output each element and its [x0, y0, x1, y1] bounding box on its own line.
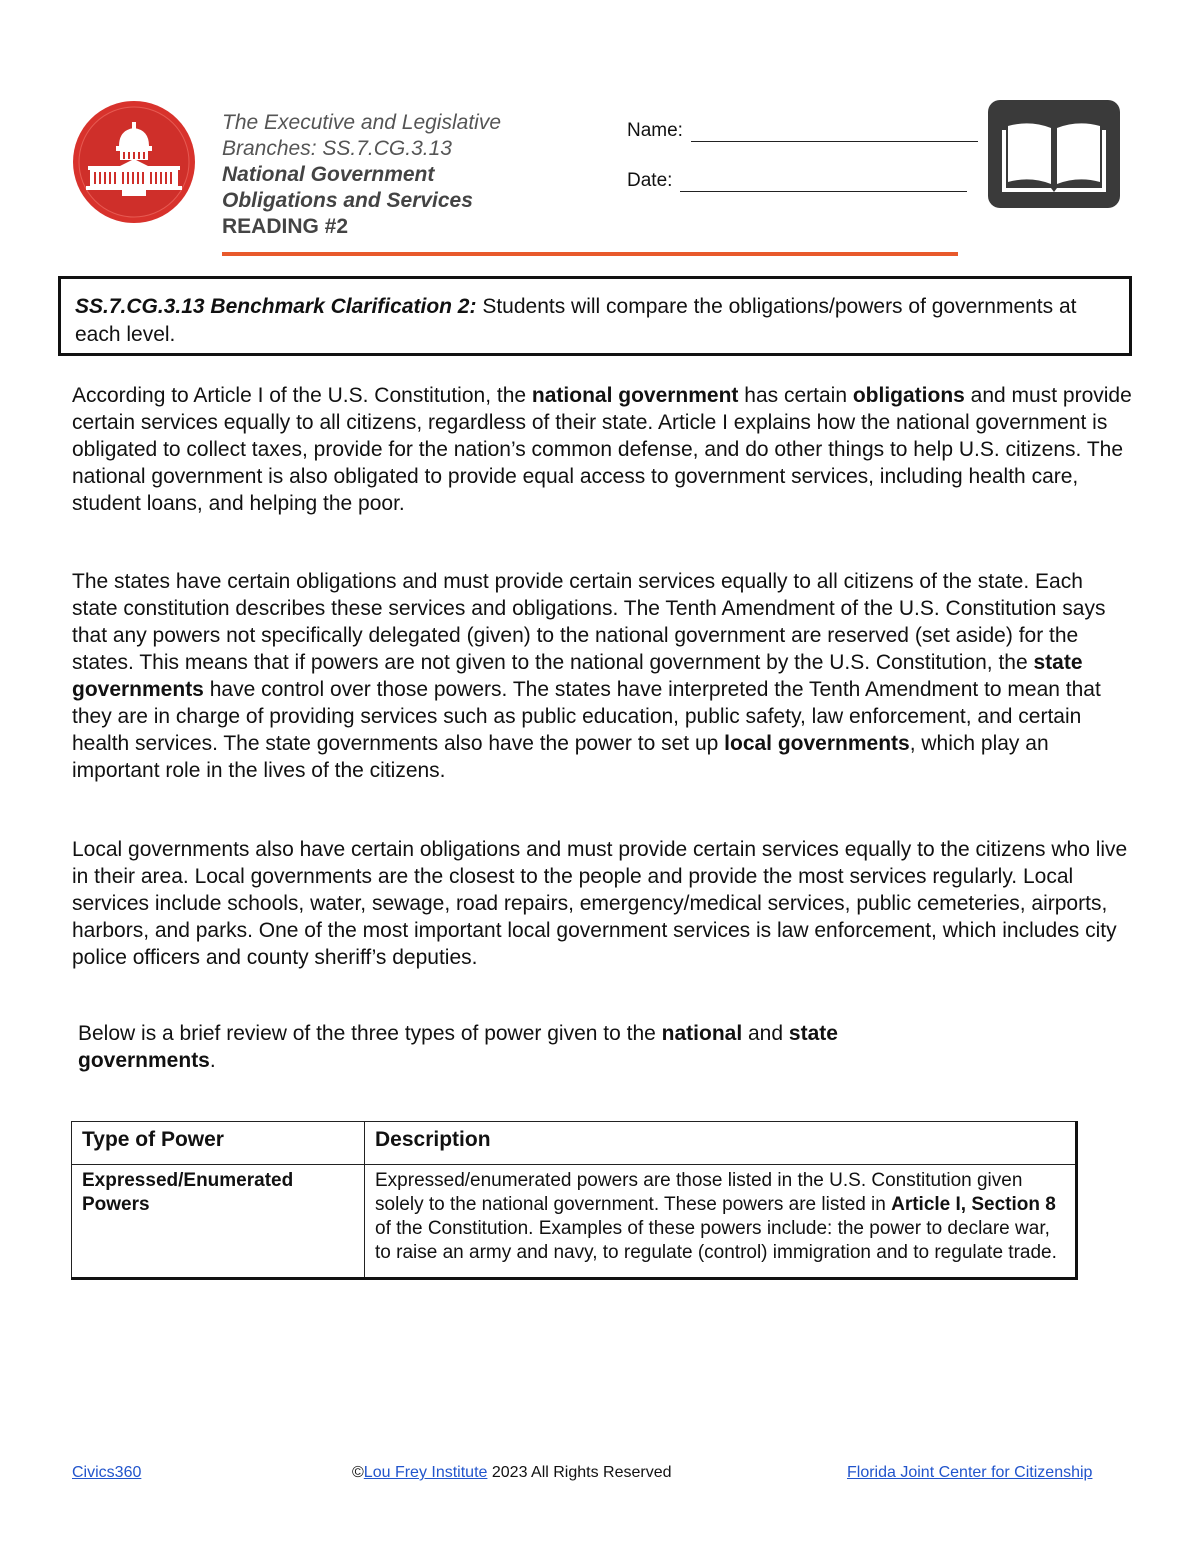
- description-text-1: Expressed/enumerated powers are those listed in the U.S. Constitution given solely to the national government. These powers are listed in: [375, 1170, 1023, 1215]
- p1-text-3: and must provide certain services equally to all citizens, regardless of their state. Article I explains how the national government is obligated to collect taxes, provide for the nation’s common defense, and do other things to help U.S. citizens. The national government is also obligated to provide equal access to government services, including health care, student loans, and helping the poor.: [72, 384, 1132, 515]
- header-divider: [222, 252, 958, 256]
- footer-right: [847, 1464, 1092, 1482]
- paragraph-national: [72, 382, 1132, 517]
- p2-text-3: , which play an important role in the lives of the citizens.: [72, 732, 1049, 782]
- table-row: [72, 1165, 1077, 1279]
- civics360-link[interactable]: Civics360: [72, 1464, 142, 1481]
- powers-table: [71, 1121, 1078, 1280]
- florida-joint-center-link[interactable]: Florida Joint Center for Citizenship: [847, 1464, 1093, 1481]
- p4-bold-national: national: [661, 1022, 743, 1045]
- capitol-building-icon: [72, 100, 196, 224]
- copyright-text: 2023 All Rights Reserved: [487, 1464, 672, 1481]
- p4-text-2: and: [742, 1022, 789, 1045]
- worksheet-title-block: [222, 110, 602, 240]
- footer-left: [72, 1464, 141, 1482]
- paragraph-state: [72, 568, 1132, 784]
- p1-bold-obligations: obligations: [852, 384, 965, 407]
- p1-bold-national-government: national government: [531, 384, 739, 407]
- p2-bold-local-governments: local governments: [724, 732, 910, 755]
- description-text-2: of the Constitution. Examples of these powers include: the power to declare war, to raise an army and navy, to regulate (control) immigration and to regulate trade.: [375, 1218, 1057, 1263]
- column-header-description: Description: [365, 1122, 1077, 1165]
- p2-text-2: have control over those powers. The states have interpreted the Tenth Amendment to mean that they are in charge of providing services such as public education, public safety, law enforcement, and certain health services. The state governments also have the power to set up: [72, 678, 1101, 755]
- p4-text-1: Below is a brief review of the three types of power given to the: [78, 1022, 662, 1045]
- footer-center: [352, 1464, 672, 1482]
- paragraph-review-intro: [78, 1020, 978, 1074]
- open-book-icon: [988, 100, 1120, 208]
- row-description-cell: [365, 1165, 1077, 1279]
- table-header-row: [72, 1122, 1077, 1165]
- p2-bold-state-governments: state governments: [72, 651, 1083, 701]
- lou-frey-institute-link[interactable]: Lou Frey Institute: [363, 1464, 488, 1481]
- benchmark-colon: :: [469, 295, 477, 318]
- title-line-2: Branches: SS.7.CG.3.13: [222, 137, 452, 160]
- p2-text-1: The states have certain obligations and must provide certain services equally to all citizens of the state. Each state constitution describes these services and obligations. The Tenth Amendment of the U.S. Constitution says that any powers not specifically delegated (given) to the national government are reserved (set aside) for the states. This means that if powers are not given to the national government by the U.S. Constitution, the: [72, 570, 1106, 674]
- benchmark-label: SS.7.CG.3.13 Benchmark Clarification 2: [75, 295, 470, 318]
- name-label: Name:: [627, 120, 683, 141]
- description-bold-article: Article I, Section 8: [891, 1194, 1056, 1215]
- subtitle-line-2: Obligations and Services: [222, 189, 473, 212]
- name-field[interactable]: [691, 121, 978, 142]
- subtitle-line-1: National Government: [222, 163, 435, 186]
- reading-label: READING #2: [222, 215, 349, 238]
- name-field-row: [627, 120, 978, 142]
- column-header-type: Type of Power: [72, 1122, 365, 1165]
- date-field-row: [627, 170, 967, 192]
- p4-bold-state: state: [788, 1022, 838, 1045]
- benchmark-text: Students will compare the obligations/powers of governments at each level.: [75, 295, 1077, 346]
- p4-text-3: .: [209, 1049, 216, 1072]
- benchmark-clarification-box: [58, 276, 1132, 356]
- p1-text-1: According to Article I of the U.S. Constitution, the: [72, 384, 532, 407]
- title-line-1: The Executive and Legislative: [222, 111, 501, 134]
- p3-text-1: Local governments also have certain obligations and must provide certain services equally to the citizens who live in their area. Local governments are the closest to the people and provide the most services regularly. Local services include schools, water, sewage, road repairs, emergency/medical services, public cemeteries, airports, harbors, and parks. One of the most important local government services is law enforcement, which includes city police officers and county sheriff’s deputies.: [72, 838, 1128, 969]
- copyright-symbol: ©: [352, 1464, 364, 1481]
- p4-bold-governments: governments: [78, 1049, 210, 1072]
- row-type-cell: Expressed/Enumerated Powers: [72, 1165, 365, 1279]
- date-field[interactable]: [680, 171, 967, 192]
- date-label: Date:: [627, 170, 673, 191]
- paragraph-local: [72, 836, 1132, 971]
- p1-text-2: has certain: [738, 384, 853, 407]
